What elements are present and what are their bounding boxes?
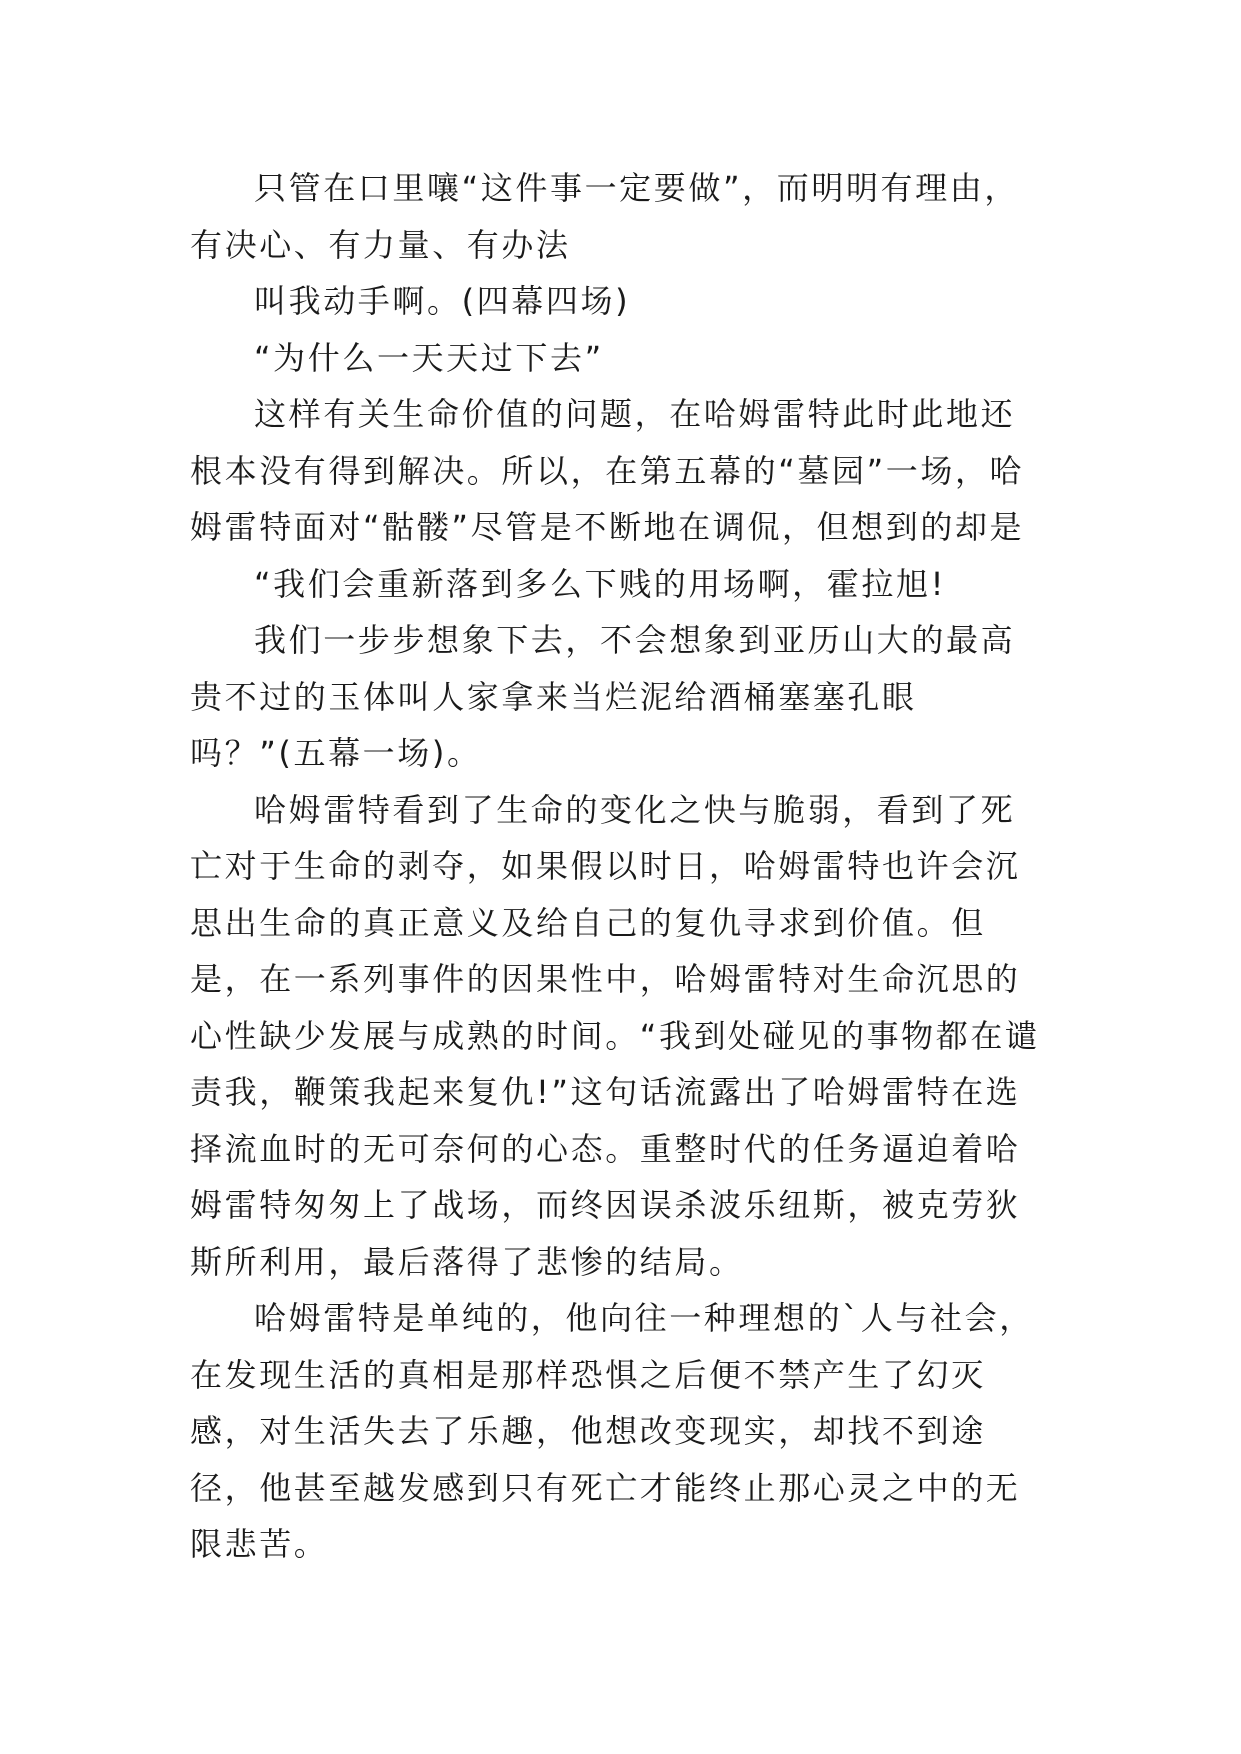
paragraph-3: “为什么一天天过下去” [254, 338, 604, 377]
paragraph-8: 哈姆雷特是单纯的，他向往一种理想的`人与社会，在发现生活的真相是那样恐惧之后便不禁产生了幻灭感，对生活失去了乐趣，他想改变现实，却找不到途径，他甚至越发感到只有死亡才能终止那心灵之中的无限悲苦。 [190, 1299, 1034, 1563]
paragraph-6: 我们一步步想象下去，不会想象到亚历山大的最高贵不过的玉体叫人家拿来当烂泥给酒桶塞塞孔眼吗？”(五幕一场)。 [190, 621, 1016, 772]
paragraph-1: 只管在口里嚷“这件事一定要做”，而明明有理由，有决心、有力量、有办法 [190, 169, 1019, 264]
paragraph-7: 哈姆雷特看到了生命的变化之快与脆弱，看到了死亡对于生命的剥夺，如果假以时日，哈姆雷特也许会沉思出生命的真正意义及给自己的复仇寻求到价值。但是，在一系列事件的因果性中，哈姆雷特对生命沉思的心性缺少发展与成熟的时间。“我到处碰见的事物都在谴责我，鞭策我起来复仇!”这句话流露出了哈姆雷特在选择流血时的无可奈何的心态。重整时代的任务逼迫着哈姆雷特匆匆上了战场，而终因误杀波乐纽斯，被克劳狄斯所利用，最后落得了悲惨的结局。 [190, 790, 1040, 1281]
paragraph-5: “我们会重新落到多么下贱的用场啊，霍拉旭! [254, 564, 947, 603]
paragraph-4: 这样有关生命价值的问题，在哈姆雷特此时此地还根本没有得到解决。所以，在第五幕的“墓园”一场，哈姆雷特面对“骷髅”尽管是不断地在调侃，但想到的却是 [190, 395, 1025, 546]
body-text [190, 160, 1048, 1573]
paragraph-2: 叫我动手啊。(四幕四场) [254, 282, 631, 320]
